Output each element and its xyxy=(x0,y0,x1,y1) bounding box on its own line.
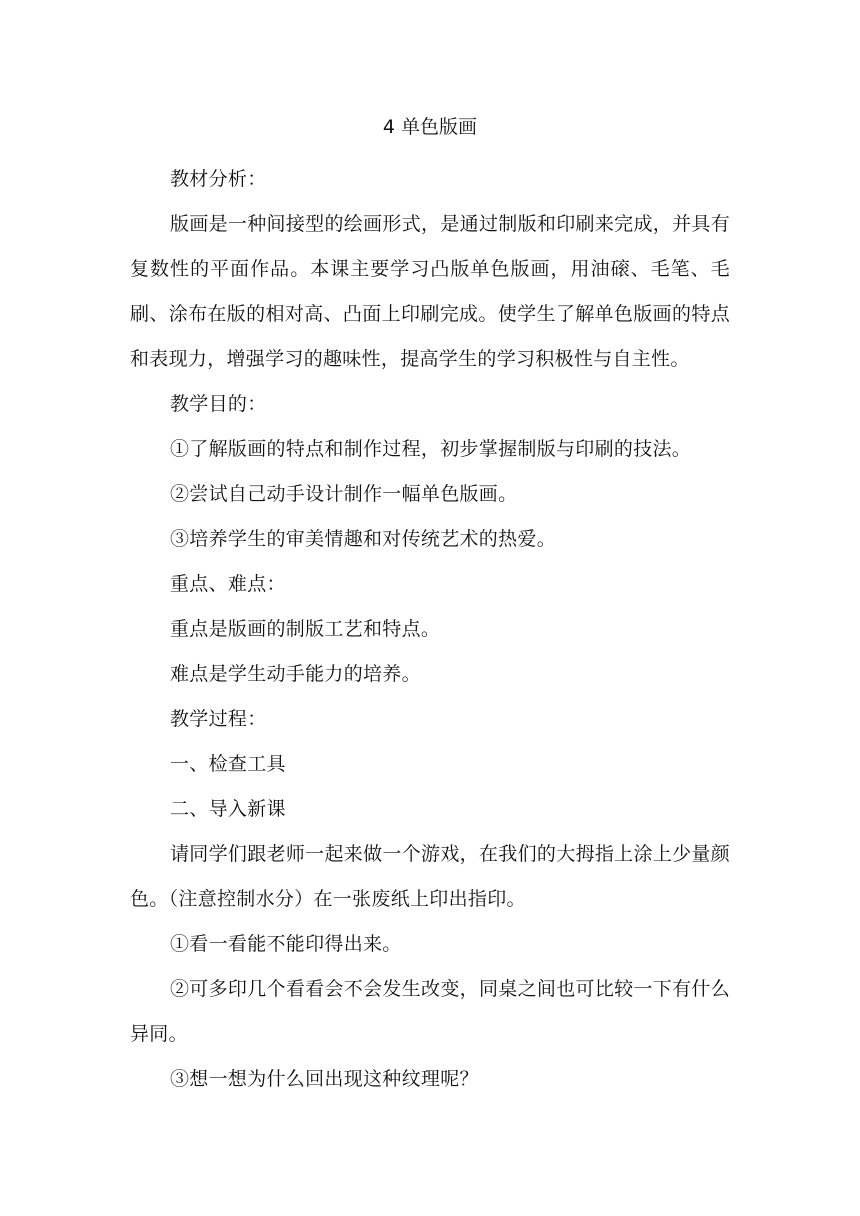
goal-item-1: ①了解版画的特点和制作过程，初步掌握制版与印刷的技法。 xyxy=(170,438,692,460)
goal-item-3: ③培养学生的审美情趣和对传统艺术的热爱。 xyxy=(170,528,557,550)
section-heading-material-analysis: 教材分析： xyxy=(170,168,267,190)
document-body xyxy=(130,112,730,1102)
game-item-3: ③想一想为什么回出现这种纹理呢？ xyxy=(170,1068,479,1090)
paragraph-game-instructions: 请同学们跟老师一起来做一个游戏，在我们的大拇指上涂上少量颜色。（注意控制水分）在一张废纸上印出指印。 xyxy=(130,843,730,910)
goal-item-2: ②尝试自己动手设计制作一幅单色版画。 xyxy=(170,483,518,505)
key-point: 重点是版画的制版工艺和特点。 xyxy=(170,618,441,640)
game-item-1: ①看一看能不能印得出来。 xyxy=(170,933,402,955)
process-step-1: 一、检查工具 xyxy=(170,753,286,775)
game-item-2: ②可多印几个看看会不会发生改变，同桌之间也可比较一下有什么异同。 xyxy=(130,978,730,1045)
process-step-2: 二、导入新课 xyxy=(170,798,286,820)
section-heading-teaching-process: 教学过程： xyxy=(170,708,267,730)
document-title: 4 单色版画 xyxy=(382,116,478,138)
section-heading-teaching-goals: 教学目的： xyxy=(170,393,267,415)
difficult-point: 难点是学生动手能力的培养。 xyxy=(170,663,421,685)
paragraph-material-analysis: 版画是一种间接型的绘画形式，是通过制版和印刷来完成，并具有复数性的平面作品。本课主要学习凸版单色版画，用油磙、毛笔、毛刷、涂布在版的相对高、凸面上印刷完成。使学生了解单色版画的特点和表现力，增强学习的趣味性，提高学生的学习积极性与自主性。 xyxy=(130,213,730,370)
section-heading-key-points: 重点、难点： xyxy=(170,573,286,595)
